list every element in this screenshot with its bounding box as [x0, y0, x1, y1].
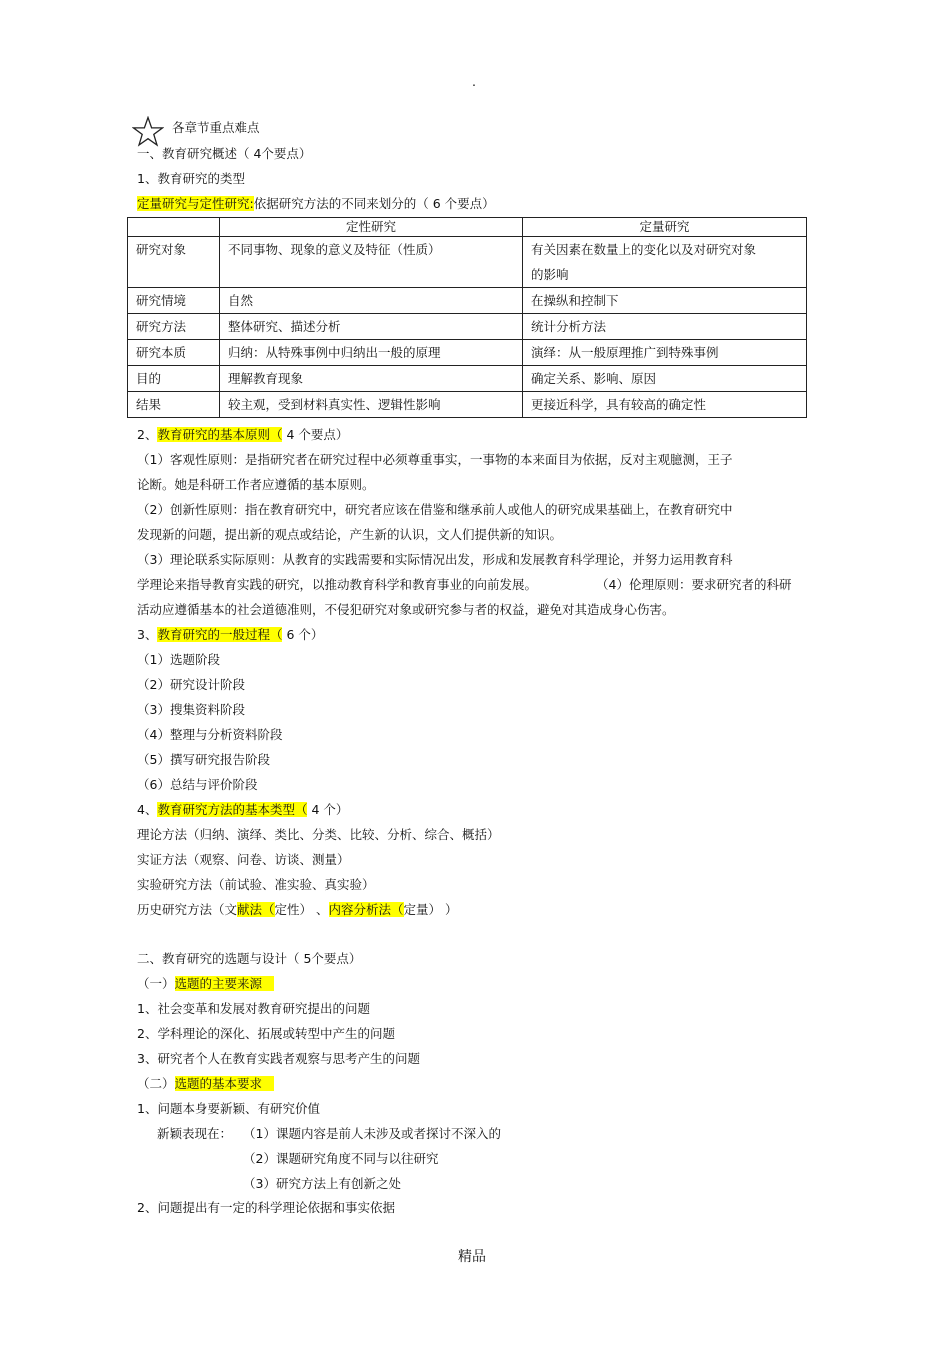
highlight: 献法（	[237, 902, 275, 917]
list-item: 实验研究方法（前试验、准实验、真实验）	[137, 877, 375, 892]
heading-rest: 4 个）	[307, 802, 349, 817]
principle-line: （3）理论联系实际原则：从教育的实践需要和实际情况出发，形成和发展教育科学理论，并努力运用教育科	[137, 552, 733, 567]
cell-line: 有关因素在数量上的变化以及对研究对象	[531, 242, 757, 257]
table-cell	[523, 237, 807, 288]
table-cell: 研究情境	[128, 288, 220, 314]
item-number: 3、	[137, 627, 158, 642]
table-cell: 整体研究、描述分析	[220, 314, 523, 340]
principle-line: （2）创新性原则：指在教育研究中，研究者应该在借鉴和继承前人或他人的研究成果基础上，在教育研究中	[137, 502, 733, 517]
item-number: （一）	[137, 976, 175, 991]
table-cell: 结果	[128, 392, 220, 418]
table-row	[128, 340, 807, 366]
list-item: 3、研究者个人在教育实践者观察与思考产生的问题	[137, 1051, 420, 1066]
list-item: （2）课题研究角度不同与以往研究	[243, 1151, 439, 1166]
section-1-heading: 一、教育研究概述（ 4个要点）	[137, 146, 312, 161]
highlight: 选题的基本要求	[174, 1076, 263, 1091]
table-cell: 归纳：从特殊事例中归纳出一般的原理	[220, 340, 523, 366]
table-cell: 在操纵和控制下	[523, 288, 807, 314]
types-rest: 依据研究方法的不同来划分的（ 6 个要点）	[253, 196, 495, 211]
principle-line: 学理论来指导教育实践的研究，以推动教育科学和教育事业的向前发展。	[137, 577, 538, 592]
page-title: 各章节重点难点	[172, 120, 260, 135]
item-number: （二）	[137, 1076, 175, 1091]
heading-rest: 6 个）	[282, 627, 324, 642]
principle-line: （1）客观性原则：是指研究者在研究过程中必须尊重事实，一事物的本来面目为依据，反对主观臆测，王子	[137, 452, 733, 467]
table-row	[128, 366, 807, 392]
list-item: 实证方法（观察、问卷、访谈、测量）	[137, 852, 350, 867]
principle-line: 发现新的问题，提出新的观点或结论，产生新的认识，文人们提供新的知识。	[137, 527, 563, 542]
table-row	[128, 288, 807, 314]
highlight: 教育研究方法的基本类型（	[157, 802, 308, 817]
list-item: 2、问题提出有一定的科学理论依据和事实依据	[137, 1200, 395, 1215]
highlight: 教育研究的一般过程（	[157, 627, 283, 642]
list-item: 1、问题本身要新颖、有研究价值	[137, 1101, 320, 1116]
section-2-heading: 二、教育研究的选题与设计（ 5个要点）	[137, 951, 362, 966]
principles-heading	[137, 427, 348, 443]
table-cell: 统计分析方法	[523, 314, 807, 340]
list-item: （5）撰写研究报告阶段	[137, 752, 270, 767]
table-cell: 确定关系、影响、原因	[523, 366, 807, 392]
list-item-history	[137, 902, 458, 918]
subheading-types: 1、教育研究的类型	[137, 171, 245, 186]
table-header-cell	[128, 218, 220, 237]
table-row	[128, 314, 807, 340]
principle-line: 论断。她是科研工作者应遵循的基本原则。	[137, 477, 375, 492]
text-part: 定量） ）	[403, 902, 458, 917]
table-header-cell: 定性研究	[220, 218, 523, 237]
list-item: （4）整理与分析资料阶段	[137, 727, 283, 742]
text-part: 定性） 、	[274, 902, 329, 917]
highlight: 教育研究的基本原则（	[157, 427, 283, 442]
header-dot: .	[472, 74, 476, 89]
text-part: 历史研究方法（文	[137, 902, 238, 917]
list-item: （6）总结与评价阶段	[137, 777, 258, 792]
heading-rest: 4 个要点）	[282, 427, 349, 442]
principle-line: （4）伦理原则：要求研究者的科研	[596, 577, 792, 592]
highlight: 选题的主要来源	[174, 976, 263, 991]
novel-label: 新颖表现在：	[157, 1126, 233, 1141]
table-cell: 自然	[220, 288, 523, 314]
process-heading	[137, 627, 323, 643]
table-cell: 研究方法	[128, 314, 220, 340]
footer-text: 精品	[458, 1249, 486, 1265]
item-number: 4、	[137, 802, 158, 817]
list-item: （1）课题内容是前人未涉及或者探讨不深入的	[243, 1126, 501, 1141]
highlight-pad	[262, 976, 274, 991]
table-cell: 不同事物、现象的意义及特征（性质）	[220, 237, 523, 288]
table-cell: 研究本质	[128, 340, 220, 366]
star-icon	[132, 116, 164, 148]
table-cell: 目的	[128, 366, 220, 392]
highlight: 定量研究与定性研究:	[137, 196, 254, 211]
list-item: 2、学科理论的深化、拓展或转型中产生的问题	[137, 1026, 395, 1041]
table-cell: 研究对象	[128, 237, 220, 288]
highlight-pad	[262, 1076, 274, 1091]
table-cell: 理解教育现象	[220, 366, 523, 392]
list-item: （3）研究方法上有创新之处	[243, 1176, 401, 1191]
list-item: （3）搜集资料阶段	[137, 702, 245, 717]
types-line	[137, 196, 495, 212]
highlight: 内容分析法（	[328, 902, 404, 917]
principle-line: 活动应遵循基本的社会道德准则，不侵犯研究对象或研究参与者的权益，避免对其造成身心伤害。	[137, 602, 675, 617]
table-cell: 更接近科学，具有较高的确定性	[523, 392, 807, 418]
table-header-cell: 定量研究	[523, 218, 807, 237]
table-cell: 较主观，受到材料真实性、逻辑性影响	[220, 392, 523, 418]
list-item: 1、社会变革和发展对教育研究提出的问题	[137, 1001, 370, 1016]
table-cell: 演绎：从一般原理推广到特殊事例	[523, 340, 807, 366]
list-item: （1）选题阶段	[137, 652, 220, 667]
methods-heading	[137, 802, 348, 818]
subheading-requirements	[137, 1076, 274, 1092]
table-header-row	[128, 218, 807, 237]
comparison-table	[127, 217, 807, 418]
list-item: 理论方法（归纳、演绎、类比、分类、比较、分析、综合、概括）	[137, 827, 500, 842]
cell-line: 的影响	[531, 267, 569, 282]
item-number: 2、	[137, 427, 158, 442]
table-row	[128, 392, 807, 418]
table-row	[128, 237, 807, 288]
list-item: （2）研究设计阶段	[137, 677, 245, 692]
subheading-sources	[137, 976, 274, 992]
